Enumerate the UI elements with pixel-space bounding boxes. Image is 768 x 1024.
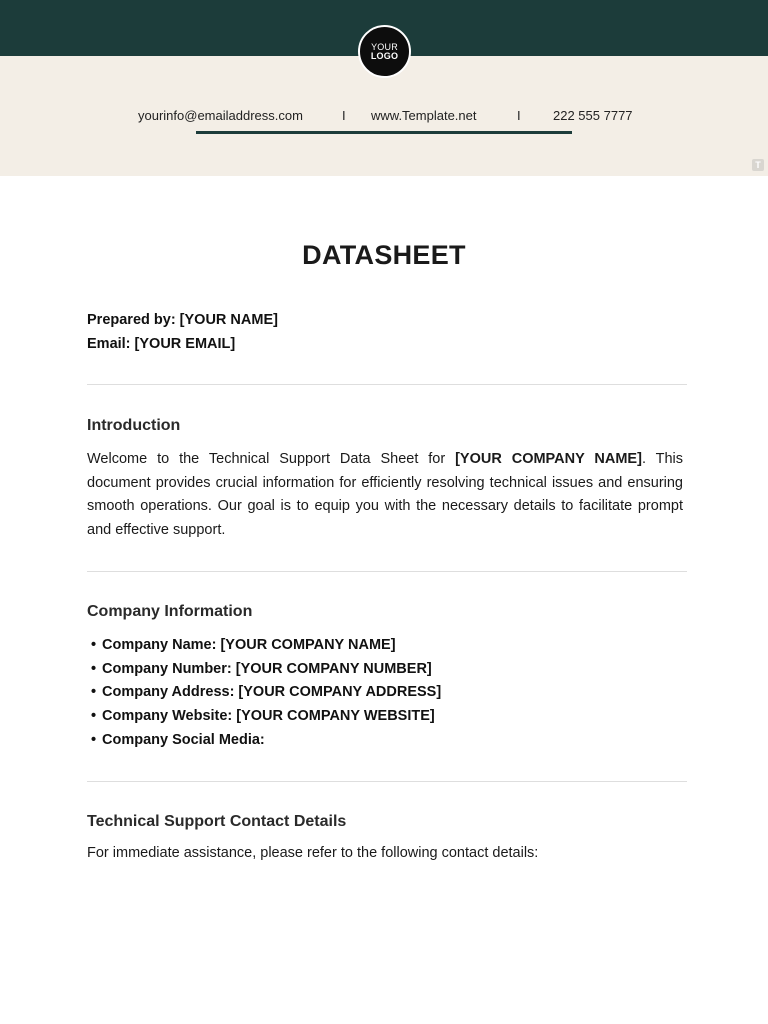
contact-separator: I: [517, 108, 521, 123]
bullet: •: [91, 660, 97, 677]
list-item: [87, 634, 687, 658]
intro-text-after: . This document provides crucial information for efficiently resolving technical issues and ensuring smooth operations. Our goal is to equip you with the necessary details to facilitate prompt and effective support.: [87, 451, 684, 539]
bullet: •: [91, 731, 97, 748]
bullet: •: [91, 708, 97, 725]
section-divider: [87, 384, 687, 385]
contact-underline: [196, 131, 572, 134]
list-item: [87, 729, 687, 753]
company-address-item: Company Address: [YOUR COMPANY ADDRESS]: [102, 684, 442, 701]
introduction-paragraph: [87, 448, 683, 543]
logo-line-2: LOGO: [370, 50, 399, 61]
logo-line-1: YOUR: [371, 41, 398, 52]
bullet: •: [91, 637, 97, 653]
section-divider: [87, 781, 687, 782]
section-divider: [87, 571, 687, 572]
company-social-media-item: Company Social Media:: [102, 731, 265, 748]
template-badge-icon[interactable]: T: [752, 159, 764, 171]
contact-separator: I: [342, 108, 346, 123]
company-number-item: Company Number: [YOUR COMPANY NUMBER]: [102, 660, 432, 677]
prepared-by: Prepared by: [YOUR NAME]: [87, 312, 278, 328]
company-website-item: Company Website: [YOUR COMPANY WEBSITE]: [102, 708, 435, 725]
intro-text-before: Welcome to the Technical Support Data Sheet for: [87, 451, 456, 467]
list-item: [87, 681, 687, 705]
company-information-list: [87, 634, 687, 752]
contact-phone: 222 555 7777: [553, 108, 633, 123]
introduction-heading: Introduction: [87, 417, 181, 434]
contact-row: [0, 108, 768, 124]
technical-support-paragraph: For immediate assistance, please refer to the following contact details:: [87, 845, 539, 861]
list-item: [87, 658, 687, 682]
company-name-item: Company Name: [YOUR COMPANY NAME]: [102, 637, 396, 653]
prepared-email: Email: [YOUR EMAIL]: [87, 336, 236, 352]
company-information-heading: Company Information: [87, 603, 253, 620]
contact-email: yourinfo@emailaddress.com: [138, 108, 303, 123]
contact-website: www.Template.net: [371, 108, 477, 123]
bullet: •: [91, 684, 97, 701]
company-logo: [358, 25, 411, 78]
document-title: DATASHEET: [302, 240, 466, 270]
list-item: [87, 705, 687, 729]
intro-company-name: [YOUR COMPANY NAME]: [455, 451, 642, 467]
technical-support-heading: Technical Support Contact Details: [87, 813, 347, 830]
